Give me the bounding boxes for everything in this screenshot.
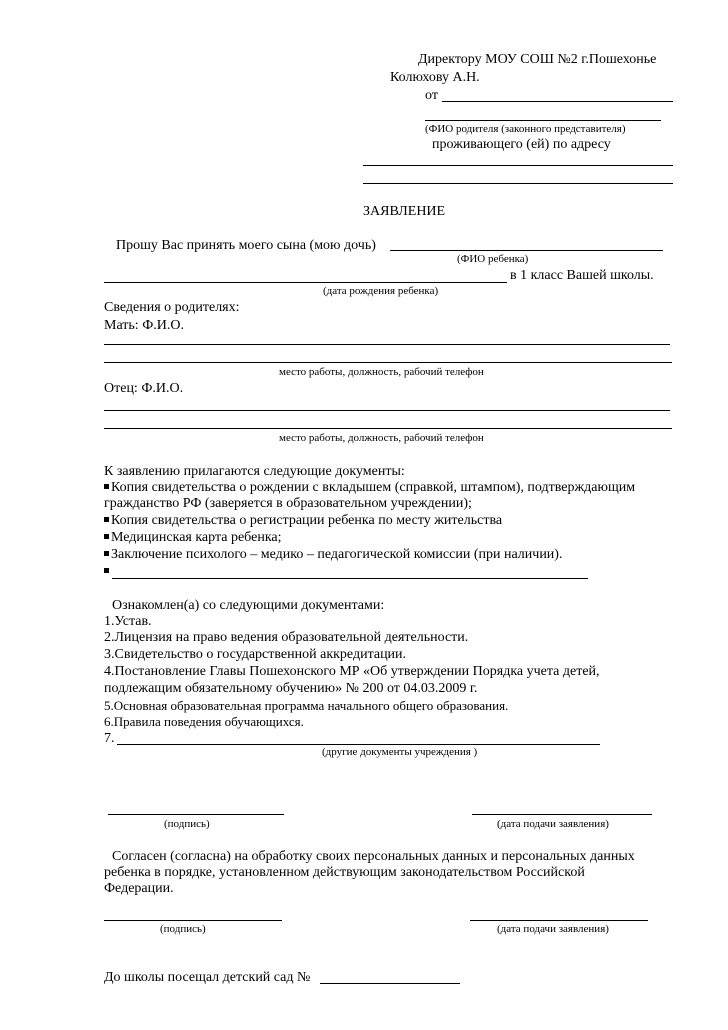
signature-caption-1: (подпись)	[164, 818, 210, 830]
father-field-1[interactable]	[104, 410, 670, 411]
birth-date-field[interactable]	[104, 282, 507, 283]
mother-field-2[interactable]	[104, 362, 672, 363]
date-field-2[interactable]	[470, 920, 648, 921]
child-name-field[interactable]	[390, 250, 663, 251]
address-label: проживающего (ей) по адресу	[432, 137, 611, 152]
signature-caption-2: (подпись)	[160, 923, 206, 935]
request-text: Прошу Вас принять моего сына (мою дочь)	[116, 238, 376, 253]
class-text: в 1 класс Вашей школы.	[510, 268, 654, 283]
parents-heading: Сведения о родителях:	[104, 300, 240, 315]
consent-line-1: Согласен (согласна) на обработку своих персональных данных и персональных данных	[112, 849, 635, 864]
attachment-item-1: Копия свидетельства о рождении с вкладышем (справкой, штампом), подтверждающим	[104, 480, 635, 496]
attachments-heading: К заявлению прилагаются следующие документы:	[104, 464, 405, 479]
father-field-2[interactable]	[104, 428, 672, 429]
signature-field-1[interactable]	[108, 814, 284, 815]
kindergarten-text: До школы посещал детский сад №	[104, 970, 311, 985]
kindergarten-number-field[interactable]	[320, 983, 460, 984]
familiar-item-6: 6.Правила поведения обучающихся.	[104, 714, 304, 729]
document-title: ЗАЯВЛЕНИЕ	[363, 204, 446, 219]
signature-field-2[interactable]	[104, 920, 282, 921]
mother-label: Мать: Ф.И.О.	[104, 318, 184, 333]
bullet-square-icon	[104, 534, 109, 539]
attachment-item-4: Заключение психолого – медико – педагогической комиссии (при наличии).	[104, 547, 562, 563]
consent-line-2: ребенка в порядке, установленном действующим законодательством Российской	[104, 865, 585, 880]
from-field-line-2[interactable]	[425, 120, 661, 121]
mother-field-1[interactable]	[104, 344, 670, 345]
father-label: Отец: Ф.И.О.	[104, 381, 184, 396]
from-field[interactable]	[442, 101, 673, 102]
familiar-item-1: 1.Устав.	[104, 614, 152, 629]
bullet-square-icon	[104, 551, 109, 556]
address-field-2[interactable]	[363, 183, 673, 184]
familiar-item-2: 2.Лицензия на право ведения образовательной деятельности.	[104, 630, 469, 645]
date-caption-2: (дата подачи заявления)	[497, 923, 609, 935]
consent-line-3: Федерации.	[104, 881, 174, 896]
recipient-line-1: Директору МОУ СОШ №2 г.Пошехонье	[418, 52, 657, 67]
address-field-1[interactable]	[363, 165, 673, 166]
recipient-line-2: Колюхову А.Н.	[390, 70, 480, 85]
other-docs-caption: (другие документы учреждения )	[322, 746, 478, 758]
birth-caption: (дата рождения ребенка)	[323, 285, 439, 297]
father-work-caption: место работы, должность, рабочий телефон	[279, 432, 484, 444]
familiar-item-7: 7.	[104, 731, 115, 746]
date-caption-1: (дата подачи заявления)	[497, 818, 609, 830]
date-field-1[interactable]	[472, 814, 652, 815]
familiar-item-4-cont: подлежащим обязательному обучению» № 200 от 04.03.2009 г.	[104, 681, 478, 696]
mother-work-caption: место работы, должность, рабочий телефон	[279, 366, 484, 378]
attachment-item-3: Медицинская карта ребенка;	[104, 530, 282, 546]
familiar-item-4: 4.Постановление Главы Пошехонского МР «Об утверждении Порядка учета детей,	[104, 664, 600, 679]
child-caption: (ФИО ребенка)	[457, 253, 529, 265]
attachment-item-1-cont: гражданство РФ (заверяется в образовательном учреждении);	[104, 496, 472, 511]
parent-caption: (ФИО родителя (законного представителя)	[425, 123, 626, 135]
bullet-square-icon	[104, 517, 109, 522]
attachment-item-2: Копия свидетельства о регистрации ребенка по месту жительства	[104, 513, 502, 529]
familiar-heading: Ознакомлен(а) со следующими документами:	[112, 598, 385, 613]
familiar-item-3: 3.Свидетельство о государственной аккредитации.	[104, 647, 407, 662]
bullet-square-icon	[104, 484, 109, 489]
familiar-item-5: 5.Основная образовательная программа начального общего образования.	[104, 698, 509, 713]
bullet-square-icon	[104, 568, 109, 573]
attachment-other-field[interactable]	[112, 578, 588, 579]
familiar-other-field[interactable]	[117, 744, 600, 745]
from-label: от	[425, 88, 438, 103]
attachment-item-5	[104, 564, 111, 580]
